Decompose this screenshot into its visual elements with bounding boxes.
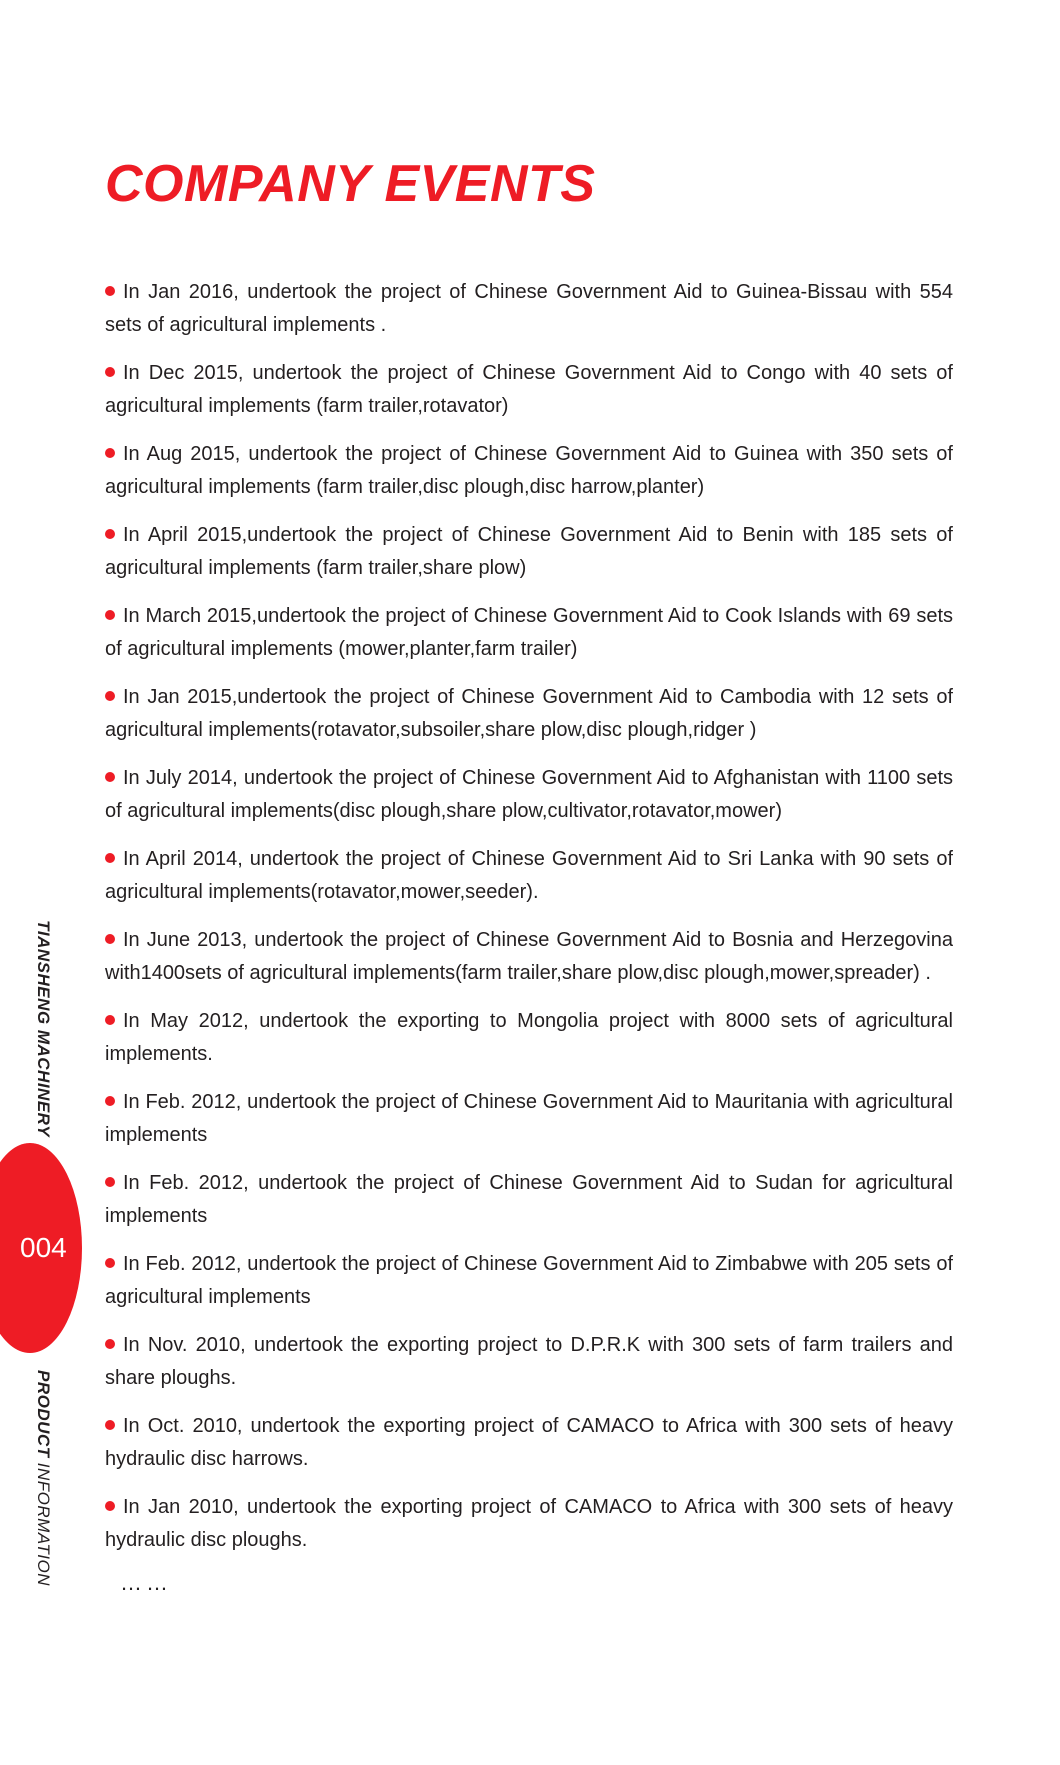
bullet-icon [105, 934, 115, 944]
bullet-icon [105, 772, 115, 782]
event-text: In Feb. 2012, undertook the project of Chinese Government Aid to Mauritania with agricultural implements [105, 1091, 953, 1146]
event-item [105, 1086, 953, 1167]
bullet-icon [105, 1501, 115, 1511]
event-text: In Oct. 2010, undertook the exporting project of CAMACO to Africa with 300 sets of heavy hydraulic disc harrows. [105, 1415, 953, 1470]
bullet-icon [105, 1420, 115, 1430]
event-item [105, 843, 953, 924]
section-name-vertical [23, 1370, 53, 1600]
bullet-icon [105, 1096, 115, 1106]
continuation-ellipsis: …… [120, 1570, 172, 1595]
event-item [105, 519, 953, 600]
bullet-icon [105, 367, 115, 377]
event-item [105, 762, 953, 843]
event-item [105, 1005, 953, 1086]
bullet-icon [105, 1258, 115, 1268]
event-text: In July 2014, undertook the project of Chinese Government Aid to Afghanistan with 1100 sets of agricultural implements(disc plough,share plow,cultivator,rotavator,mower) [105, 767, 953, 822]
bullet-icon [105, 1015, 115, 1025]
bullet-icon [105, 529, 115, 539]
event-text: In Jan 2016, undertook the project of Chinese Government Aid to Guinea-Bissau with 554 sets of agricultural implements . [105, 281, 953, 336]
event-item [105, 1491, 953, 1572]
company-name-vertical: TIANSHENG MACHINERY [34, 920, 53, 1137]
event-text: In Dec 2015, undertook the project of Chinese Government Aid to Congo with 40 sets of agricultural implements (farm trailer,rotavator) [105, 362, 953, 417]
event-text: In March 2015,undertook the project of Chinese Government Aid to Cook Islands with 69 sets of agricultural implements (mower,planter,farm trailer) [105, 605, 953, 660]
event-text: In May 2012, undertook the exporting to Mongolia project with 8000 sets of agricultural implements. [105, 1010, 953, 1065]
event-item [105, 1167, 953, 1248]
bullet-icon [105, 853, 115, 863]
event-text: In Jan 2010, undertook the exporting project of CAMACO to Africa with 300 sets of heavy hydraulic disc ploughs. [105, 1496, 953, 1551]
bullet-icon [105, 610, 115, 620]
event-item [105, 1248, 953, 1329]
event-text: In April 2014, undertook the project of Chinese Government Aid to Sri Lanka with 90 sets of agricultural implements(rotavator,mower,seeder). [105, 848, 953, 903]
bullet-icon [105, 448, 115, 458]
section-name-rest: INFORMATION [34, 1457, 53, 1587]
event-text: In Jan 2015,undertook the project of Chinese Government Aid to Cambodia with 12 sets of agricultural implements(rotavator,subsoiler,share plow,disc plough,ridger ) [105, 686, 953, 741]
event-text: In April 2015,undertook the project of Chinese Government Aid to Benin with 185 sets of agricultural implements (farm trailer,share plow) [105, 524, 953, 579]
bullet-icon [105, 286, 115, 296]
event-text: In Feb. 2012, undertook the project of Chinese Government Aid to Zimbabwe with 205 sets of agricultural implements [105, 1253, 953, 1308]
page-title: COMPANY EVENTS [105, 155, 596, 213]
event-text: In June 2013, undertook the project of Chinese Government Aid to Bosnia and Herzegovina with1400sets of agricultural implements(farm trailer,share plow,disc plough,mower,spreader) . [105, 929, 953, 984]
event-item [105, 600, 953, 681]
page-number: 004 [20, 1232, 67, 1263]
bullet-icon [105, 1339, 115, 1349]
event-item [105, 924, 953, 1005]
event-item [105, 1329, 953, 1410]
event-text: In Aug 2015, undertook the project of Chinese Government Aid to Guinea with 350 sets of agricultural implements (farm trailer,disc plough,disc harrow,planter) [105, 443, 953, 498]
event-item [105, 357, 953, 438]
events-list [105, 276, 953, 1572]
event-item [105, 276, 953, 357]
event-item [105, 1410, 953, 1491]
section-name-bold: PRODUCT [34, 1370, 53, 1458]
bullet-icon [105, 1177, 115, 1187]
event-item [105, 438, 953, 519]
event-text: In Feb. 2012, undertook the project of Chinese Government Aid to Sudan for agricultural implements [105, 1172, 953, 1227]
event-text: In Nov. 2010, undertook the exporting project to D.P.R.K with 300 sets of farm trailers and share ploughs. [105, 1334, 953, 1389]
bullet-icon [105, 691, 115, 701]
event-item [105, 681, 953, 762]
